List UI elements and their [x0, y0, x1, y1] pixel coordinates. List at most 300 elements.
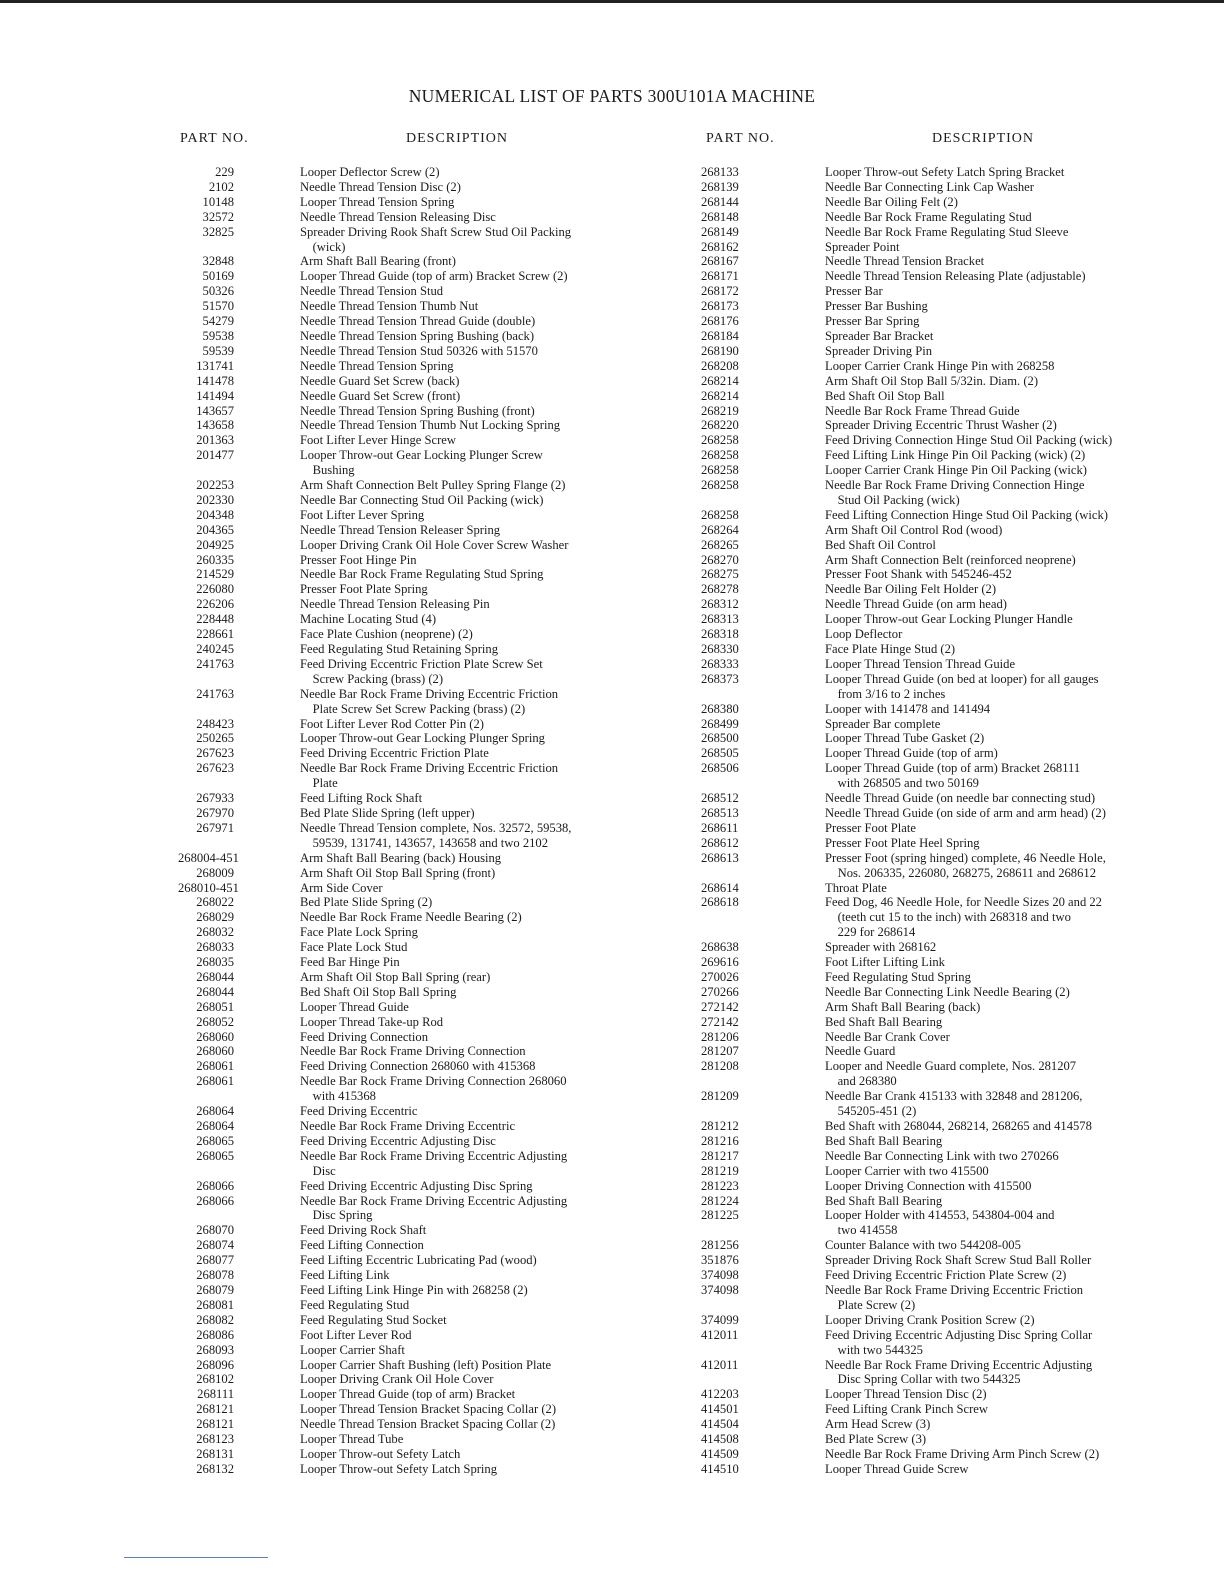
part-number: 240245	[196, 642, 234, 656]
part-row	[178, 1030, 571, 1045]
part-number: 267933	[196, 791, 234, 806]
part-row	[178, 180, 571, 195]
part-number: 268611	[701, 820, 739, 835]
part-row	[701, 1134, 1112, 1149]
part-description: Needle Thread Tension Releasing Pin	[300, 597, 490, 612]
part-row	[701, 1238, 1112, 1253]
part-number: 268258	[701, 448, 739, 463]
part-row	[701, 1000, 1112, 1015]
part-number: 281212	[701, 1119, 739, 1133]
part-row	[701, 836, 1112, 851]
part-row	[178, 1104, 571, 1119]
part-row	[178, 925, 571, 940]
part-number: 268121	[196, 1417, 234, 1432]
part-row	[178, 493, 571, 508]
part-row	[701, 269, 1112, 284]
part-description: Bed Plate Slide Spring (2)	[300, 895, 433, 910]
part-row	[701, 642, 1112, 657]
part-row	[178, 448, 571, 463]
part-description: Feed Regulating Stud Spring	[825, 969, 971, 984]
part-number: 268258	[701, 478, 739, 493]
part-description: Disc Spring Collar with two 544325	[825, 1372, 1021, 1387]
part-row	[701, 1030, 1112, 1045]
part-description: Presser Foot Plate Heel Spring	[825, 835, 980, 850]
part-description: Feed Driving Rock Shaft	[300, 1223, 427, 1238]
part-row	[701, 359, 1112, 374]
part-description: Needle Bar Connecting Link Needle Bearing (2)	[825, 984, 1070, 999]
part-row	[178, 1402, 571, 1417]
part-description: Looper Holder with 414553, 543804-004 and	[825, 1208, 1055, 1223]
part-description: Feed Lifting Connection Hinge Stud Oil Packing (wick)	[825, 507, 1108, 522]
part-row	[178, 1432, 571, 1447]
part-row	[701, 240, 1112, 255]
part-number: 268278	[701, 582, 739, 597]
header-part-no-right: PART NO.	[706, 131, 775, 146]
part-description: Arm Side Cover	[300, 880, 383, 895]
part-row	[701, 1447, 1112, 1462]
part-description: Looper Thread Tension Thread Guide	[825, 656, 1016, 671]
part-row	[178, 1283, 571, 1298]
part-description: Feed Driving Connection Hinge Stud Oil Packing (wick)	[825, 433, 1113, 448]
part-description: Needle Guard Set Screw (front)	[300, 388, 461, 403]
part-number: 281207	[701, 1044, 739, 1059]
part-number: 268184	[701, 328, 739, 343]
part-description: Needle Bar Rock Frame Driving Connection 268060	[300, 1074, 567, 1089]
part-number: 268133	[701, 165, 739, 179]
part-number: 228448	[196, 612, 234, 627]
part-row	[178, 1462, 571, 1477]
part-row	[701, 165, 1112, 180]
part-description: Looper Carrier Crank Hinge Pin with 268258	[825, 358, 1055, 373]
part-number: 281209	[701, 1089, 739, 1104]
part-number	[701, 687, 825, 702]
part-description: Needle Bar Rock Frame Driving Eccentric	[300, 1119, 516, 1133]
part-number: 268061	[196, 1074, 234, 1089]
part-description: Presser Foot Hinge Pin	[300, 552, 417, 567]
part-row	[701, 195, 1112, 210]
part-number: 201363	[196, 433, 234, 448]
part-row	[178, 717, 571, 732]
part-number: 267623	[196, 746, 234, 761]
part-number: 268172	[701, 284, 739, 299]
part-description: Bed Shaft Ball Bearing	[825, 1014, 943, 1029]
part-number: 267970	[196, 805, 234, 820]
part-description: Needle Thread Tension Releasing Disc	[300, 209, 496, 224]
part-number	[178, 836, 300, 851]
part-row	[178, 523, 571, 538]
part-number: 268258	[701, 463, 739, 478]
part-description: Needle Thread Tension Bracket Spacing Collar (2)	[300, 1417, 556, 1432]
part-row	[701, 1283, 1112, 1298]
part-number	[178, 240, 300, 255]
part-number: 268044	[196, 969, 234, 984]
part-description: Looper and Needle Guard complete, Nos. 281207	[825, 1059, 1077, 1074]
part-description: Arm Shaft Ball Bearing (back)	[825, 999, 981, 1014]
part-row	[701, 404, 1112, 419]
part-row	[701, 687, 1112, 702]
part-row	[701, 1059, 1112, 1074]
part-row	[178, 1223, 571, 1238]
part-row	[701, 299, 1112, 314]
part-number: 54279	[202, 314, 234, 329]
part-description: Looper Deflector Screw (2)	[300, 165, 440, 179]
part-row	[178, 642, 571, 657]
part-number: 10148	[202, 194, 234, 209]
part-number: 414504	[701, 1417, 739, 1432]
part-number: 268171	[701, 269, 739, 284]
part-description: Needle Bar Oiling Felt Holder (2)	[825, 582, 997, 597]
part-number: 268270	[701, 552, 739, 567]
part-number: 268044	[196, 984, 234, 999]
part-description: Arm Shaft Ball Bearing (front)	[300, 254, 456, 269]
part-description: Looper Thread Guide (top of arm) Bracket 268111	[825, 761, 1081, 776]
part-description: Bed Shaft Oil Control	[825, 537, 936, 552]
part-number: 268265	[701, 537, 739, 552]
part-number: 268380	[701, 701, 739, 716]
part-number: 32572	[202, 209, 234, 224]
part-row	[178, 1119, 571, 1134]
part-row	[701, 389, 1112, 404]
part-description: Needle Bar Rock Frame Regulating Stud	[825, 209, 1032, 224]
part-description: Needle Bar Rock Frame Driving Eccentric Adjusting	[825, 1357, 1093, 1372]
part-row	[701, 210, 1112, 225]
part-row	[178, 761, 571, 776]
part-description: Needle Thread Tension Disc (2)	[300, 179, 461, 194]
part-description: Needle Thread Tension Spring Bushing (front)	[300, 403, 535, 418]
part-row	[178, 1194, 571, 1209]
part-row	[178, 702, 571, 717]
part-description: Plate	[300, 776, 338, 791]
part-row	[178, 299, 571, 314]
part-number: 281206	[701, 1029, 739, 1044]
part-row	[701, 806, 1112, 821]
part-row	[701, 1372, 1112, 1387]
part-number: 351876	[701, 1253, 739, 1268]
part-description: Stud Oil Packing (wick)	[825, 492, 960, 507]
right-parts-column	[701, 165, 1112, 1477]
part-description: Spreader Driving Pin	[825, 343, 933, 358]
part-number: 268148	[701, 209, 739, 224]
part-row	[178, 1000, 571, 1015]
part-description: Needle Bar Crank 415133 with 32848 and 281206,	[825, 1089, 1083, 1104]
part-row	[701, 672, 1112, 687]
part-row	[701, 1462, 1112, 1477]
part-number: 268060	[196, 1044, 234, 1059]
part-description: Needle Bar Rock Frame Needle Bearing (2)	[300, 910, 522, 925]
part-row	[701, 508, 1112, 523]
part-description: Presser Foot Shank with 545246-452	[825, 567, 1012, 582]
part-row	[701, 225, 1112, 240]
part-description: Needle Thread Tension Stud	[300, 284, 444, 299]
part-row	[701, 717, 1112, 732]
part-description: Needle Thread Tension Bracket	[825, 254, 985, 269]
part-row	[701, 254, 1112, 269]
part-description: Arm Shaft Oil Stop Ball Spring (rear)	[300, 969, 491, 984]
footer-rule	[124, 1557, 268, 1558]
part-row	[701, 821, 1112, 836]
part-number: 281223	[701, 1178, 739, 1193]
part-number: 268208	[701, 358, 739, 373]
part-description: Needle Thread Tension Thumb Nut Locking Spring	[300, 418, 561, 433]
part-description: Feed Lifting Crank Pinch Screw	[825, 1402, 988, 1417]
part-number: 260335	[196, 552, 234, 567]
part-number: 414501	[701, 1402, 739, 1417]
part-row	[178, 1059, 571, 1074]
part-number: 268139	[701, 179, 739, 194]
part-row	[178, 344, 571, 359]
part-row	[701, 955, 1112, 970]
part-number: 268010-451	[178, 880, 239, 895]
part-row	[701, 1358, 1112, 1373]
part-row	[701, 1104, 1112, 1119]
part-number: 268081	[196, 1297, 234, 1312]
part-number: 281224	[701, 1193, 739, 1208]
part-description: Looper Thread Tension Disc (2)	[825, 1387, 987, 1402]
part-description: Looper Thread Tension Spring	[300, 194, 455, 209]
part-description: (teeth cut 15 to the inch) with 268318 and two	[825, 910, 1071, 925]
part-row	[701, 1313, 1112, 1328]
part-row	[178, 478, 571, 493]
part-description: Feed Driving Eccentric	[300, 1104, 418, 1119]
part-number: 281256	[701, 1238, 739, 1253]
part-description: Needle Thread Tension Thumb Nut	[300, 299, 479, 314]
part-row	[178, 657, 571, 672]
part-number: 226206	[196, 597, 234, 612]
part-number: 268123	[196, 1432, 234, 1447]
part-description: Needle Thread Tension complete, Nos. 32572, 59538,	[300, 820, 572, 835]
part-number: 202253	[196, 478, 234, 493]
part-row	[701, 433, 1112, 448]
part-row	[178, 955, 571, 970]
part-row	[701, 344, 1112, 359]
part-row	[701, 1194, 1112, 1209]
part-row	[701, 523, 1112, 538]
part-row	[178, 1238, 571, 1253]
part-description: Needle Bar Crank Cover	[825, 1029, 950, 1044]
part-row	[701, 1268, 1112, 1283]
part-number: 32825	[202, 224, 234, 239]
part-row	[701, 612, 1112, 627]
part-number: 268022	[196, 895, 234, 910]
part-row	[701, 463, 1112, 478]
part-number: 268173	[701, 299, 739, 314]
part-number: 374098	[701, 1268, 739, 1283]
part-description: Spreader with 268162	[825, 940, 937, 955]
part-number	[178, 1208, 300, 1223]
part-row	[701, 925, 1112, 940]
part-number: 268214	[701, 373, 739, 388]
part-row	[701, 881, 1112, 896]
part-number: 268035	[196, 955, 234, 970]
part-number: 214529	[196, 567, 234, 582]
part-row	[178, 225, 571, 240]
part-number: 268096	[196, 1357, 234, 1372]
part-row	[701, 866, 1112, 881]
part-description: Arm Shaft Oil Stop Ball Spring (front)	[300, 865, 496, 880]
part-row	[178, 210, 571, 225]
part-description: Feed Driving Eccentric Friction Plate Screw (2)	[825, 1268, 1067, 1283]
part-description: Feed Lifting Connection	[300, 1238, 424, 1253]
part-description: Feed Regulating Stud Retaining Spring	[300, 642, 498, 656]
part-row	[178, 1149, 571, 1164]
part-description: Looper Throw-out Sefety Latch Spring Bracket	[825, 165, 1065, 179]
part-number: 268618	[701, 895, 739, 910]
part-number: 268102	[196, 1372, 234, 1387]
part-description: Foot Lifter Lever Hinge Screw	[300, 433, 456, 448]
part-row	[178, 1074, 571, 1089]
part-number	[178, 1089, 300, 1104]
part-row	[178, 1447, 571, 1462]
part-row	[701, 448, 1112, 463]
part-description: Looper Thread Guide (top of arm)	[825, 746, 998, 761]
left-parts-column	[178, 165, 571, 1477]
part-number: 268275	[701, 567, 739, 582]
part-number: 268190	[701, 343, 739, 358]
part-number: 268077	[196, 1253, 234, 1268]
part-description: Spreader Point	[825, 239, 900, 254]
part-row	[178, 791, 571, 806]
part-number: 268029	[196, 910, 234, 925]
part-description: Feed Dog, 46 Needle Hole, for Needle Sizes 20 and 22	[825, 895, 1102, 910]
part-description: Loop Deflector	[825, 627, 903, 642]
header-description-left: DESCRIPTION	[406, 131, 509, 146]
part-number	[701, 1074, 825, 1089]
part-description: Disc Spring	[300, 1208, 373, 1223]
part-number: 268033	[196, 940, 234, 955]
part-description: Needle Guard Set Screw (back)	[300, 373, 460, 388]
part-number: 267623	[196, 761, 234, 776]
part-row	[178, 553, 571, 568]
part-row	[701, 1015, 1112, 1030]
part-row	[178, 940, 571, 955]
part-description: 545205-451 (2)	[825, 1104, 917, 1119]
part-number: 414509	[701, 1446, 739, 1461]
part-description: Arm Shaft Connection Belt (reinforced neoprene)	[825, 552, 1076, 567]
part-number: 241763	[196, 686, 234, 701]
part-description: Needle Thread Tension Spring Bushing (back)	[300, 328, 535, 343]
part-number	[178, 702, 300, 717]
part-description: Bed Shaft with 268044, 268214, 268265 and 414578	[825, 1119, 1092, 1133]
part-number	[701, 493, 825, 508]
part-number: 268061	[196, 1059, 234, 1074]
part-description: Looper Carrier Shaft Bushing (left) Position Plate	[300, 1357, 552, 1372]
part-number: 272142	[701, 1014, 739, 1029]
page-title: NUMERICAL LIST OF PARTS 300U101A MACHINE	[408, 86, 816, 106]
part-description: Looper Thread Tension Bracket Spacing Collar (2)	[300, 1402, 557, 1417]
part-number: 268132	[196, 1461, 234, 1476]
part-row	[178, 627, 571, 642]
part-description: Presser Foot Plate Spring	[300, 582, 428, 597]
part-row	[701, 985, 1112, 1000]
part-number: 268258	[701, 507, 739, 522]
part-number	[178, 672, 300, 687]
part-number: 268333	[701, 656, 739, 671]
part-row	[178, 389, 571, 404]
part-row	[178, 731, 571, 746]
part-number: 281208	[701, 1059, 739, 1074]
part-number	[701, 925, 825, 940]
part-number: 268052	[196, 1014, 234, 1029]
part-description: Looper Driving Connection with 415500	[825, 1178, 1032, 1193]
part-number: 250265	[196, 731, 234, 746]
part-description: Needle Bar Connecting Link with two 270266	[825, 1148, 1059, 1163]
part-row	[178, 1298, 571, 1313]
part-number: 374099	[701, 1312, 739, 1327]
part-description: Arm Shaft Ball Bearing (back) Housing	[300, 850, 502, 865]
part-row	[178, 1134, 571, 1149]
part-row	[701, 1343, 1112, 1358]
part-description: Looper Carrier Crank Hinge Pin Oil Packing (wick)	[825, 463, 1087, 478]
part-description: Needle Thread Tension Spring	[300, 358, 454, 373]
part-number: 281219	[701, 1163, 739, 1178]
part-number: 268506	[701, 761, 739, 776]
part-number: 2102	[208, 179, 234, 194]
part-row	[178, 1268, 571, 1283]
part-number: 268258	[701, 433, 739, 448]
part-number: 270266	[701, 984, 739, 999]
part-number	[701, 1298, 825, 1313]
part-description: Bed Shaft Oil Stop Ball Spring	[300, 984, 457, 999]
part-row	[178, 404, 571, 419]
part-description: Plate Screw (2)	[825, 1297, 916, 1312]
part-number: 204365	[196, 522, 234, 537]
part-number: 143658	[196, 418, 234, 433]
part-row	[178, 463, 571, 478]
part-row	[701, 1253, 1112, 1268]
part-row	[178, 314, 571, 329]
part-number: 268499	[701, 716, 739, 731]
part-description: Spreader Driving Rock Shaft Screw Stud Ball Roller	[825, 1253, 1092, 1268]
part-description: Feed Driving Eccentric Friction Plate Screw Set	[300, 656, 543, 671]
part-description: Needle Thread Tension Thread Guide (double)	[300, 314, 536, 329]
part-row	[178, 672, 571, 687]
part-description: Looper Thread Tube Gasket (2)	[825, 731, 985, 746]
part-description: Feed Regulating Stud	[300, 1297, 410, 1312]
part-row	[178, 1417, 571, 1432]
part-number: 281217	[701, 1148, 739, 1163]
part-number: 143657	[196, 403, 234, 418]
part-number: 268086	[196, 1327, 234, 1342]
part-description: Bed Shaft Oil Stop Ball	[825, 388, 945, 403]
part-number: 229	[215, 165, 234, 179]
part-number: 59539	[202, 343, 234, 358]
part-description: Looper Thread Guide	[300, 999, 409, 1014]
part-description: Needle Bar Rock Frame Driving Connection Hinge	[825, 478, 1085, 493]
part-number: 248423	[196, 716, 234, 731]
part-description: (wick)	[300, 239, 346, 254]
part-number: 226080	[196, 582, 234, 597]
part-number: 268065	[196, 1133, 234, 1148]
part-description: Spreader Bar complete	[825, 716, 941, 731]
part-description: Needle Bar Rock Frame Regulating Stud Sleeve	[825, 224, 1069, 239]
part-row	[178, 195, 571, 210]
part-row	[178, 1313, 571, 1328]
part-row	[701, 1149, 1112, 1164]
part-description: and 268380	[825, 1074, 897, 1089]
part-number: 268070	[196, 1223, 234, 1238]
part-row	[178, 1387, 571, 1402]
part-number: 268612	[701, 835, 739, 850]
part-description: Nos. 206335, 226080, 268275, 268611 and 268612	[825, 865, 1096, 880]
part-number: 241763	[196, 656, 234, 671]
part-number	[178, 776, 300, 791]
part-number: 131741	[196, 358, 234, 373]
part-row	[178, 359, 571, 374]
part-description: Screw Packing (brass) (2)	[300, 671, 444, 686]
part-number: 281216	[701, 1133, 739, 1148]
part-description: Feed Driving Eccentric Friction Plate	[300, 746, 489, 761]
part-number	[701, 1223, 825, 1238]
